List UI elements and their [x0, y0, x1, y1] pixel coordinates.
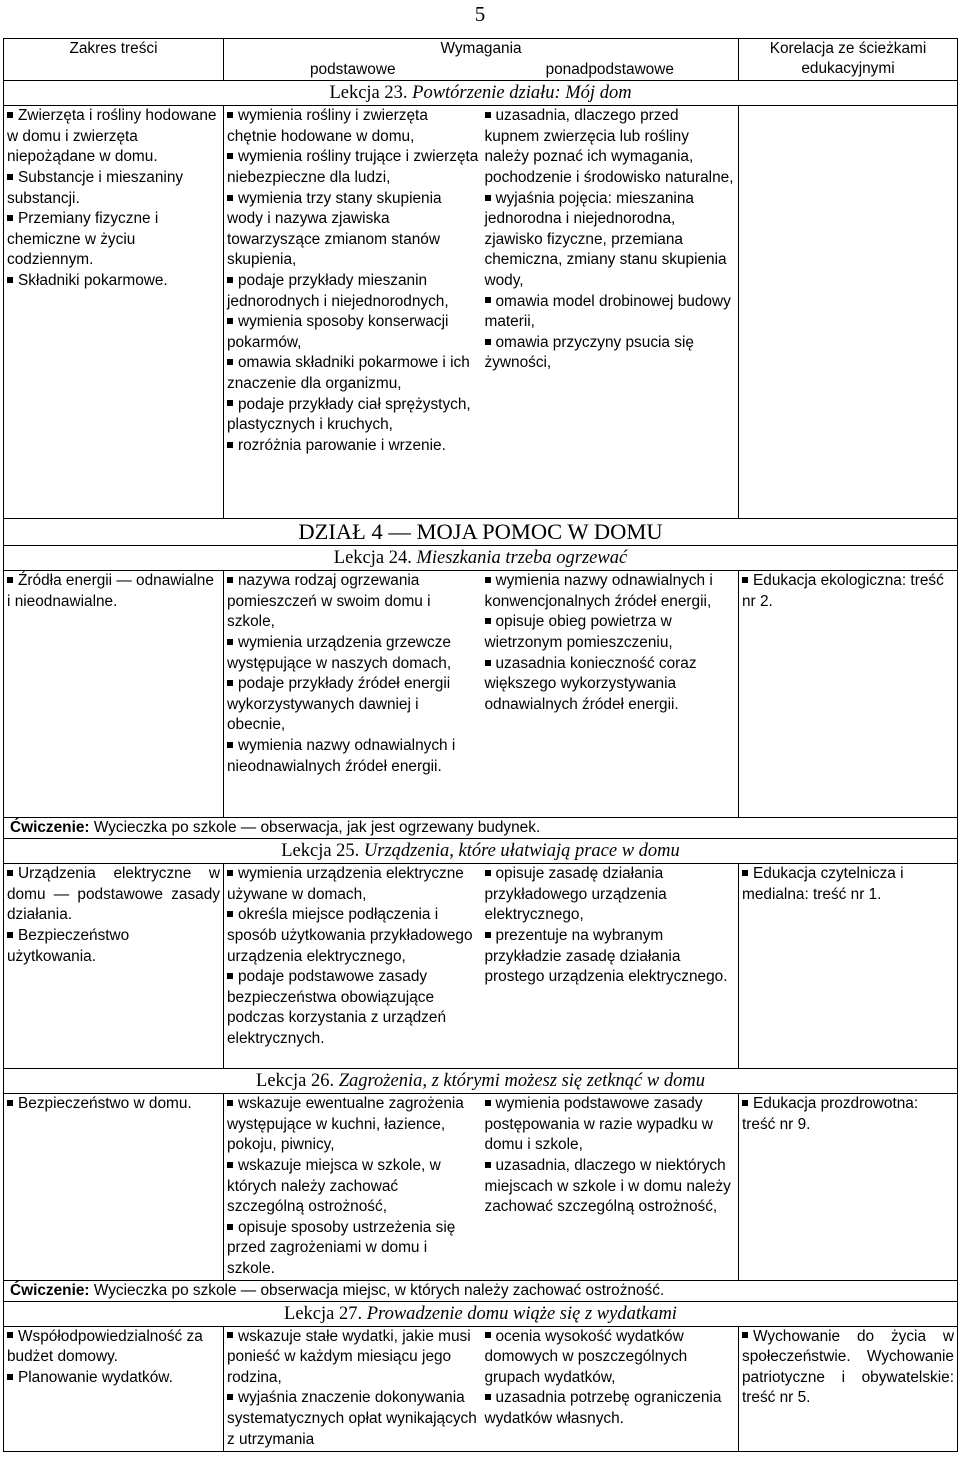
- bullet-icon: [227, 870, 233, 876]
- list-item: Przemiany fizyczne i chemiczne w życiu codziennym.: [7, 210, 159, 269]
- lesson-name: Prowadzenie domu wiąże się z wydatkami: [366, 1303, 677, 1324]
- bullet-icon: [485, 660, 491, 666]
- list-item: opisuje sposoby ustrzeżenia się przed zagrożeniami w domu i szkole.: [227, 1218, 456, 1277]
- bullet-icon: [227, 277, 233, 283]
- lesson-24-title: [4, 546, 958, 571]
- lesson-title-row: [4, 1069, 958, 1094]
- bullet-icon: [485, 297, 491, 303]
- list-item: omawia model drobinowej budowy materii,: [484, 292, 731, 331]
- lesson-25-title: [4, 839, 958, 864]
- lesson-23-advanced: [482, 106, 739, 519]
- bullet-icon: [742, 1332, 748, 1338]
- bullet-icon: [227, 112, 233, 118]
- lesson-title-row: [4, 81, 958, 106]
- lesson-27-basic: [224, 1326, 482, 1451]
- list-item: uzasadnia, dlaczego w niektórych miejscach w szkole i w domu należy zachować szczególną ostrożność,: [484, 1156, 731, 1216]
- lesson-27-advanced: [482, 1326, 739, 1451]
- lesson-title-row: [4, 839, 958, 864]
- lesson-27-correlation: [739, 1326, 958, 1451]
- list-item: Zwierzęta i rośliny hodowane w domu i zwierzęta niepożądane w domu.: [7, 107, 217, 166]
- bullet-icon: [227, 639, 233, 645]
- lesson-27-title: [4, 1301, 958, 1326]
- exercise-row: [4, 1280, 958, 1301]
- lesson-number: Lekcja 23.: [329, 83, 408, 104]
- lesson-27-row: [4, 1326, 958, 1451]
- header-basic: podstawowe: [224, 60, 482, 81]
- bullet-icon: [7, 277, 13, 283]
- exercise-label: Ćwiczenie:: [10, 1281, 90, 1299]
- list-item: opisuje zasadę działania przykładowego urządzenia elektrycznego,: [484, 865, 667, 924]
- list-item: omawia przyczyny psucia się żywności,: [484, 333, 694, 372]
- lesson-23-basic: [224, 106, 482, 519]
- bullet-icon: [7, 1374, 13, 1380]
- bullet-icon: [485, 339, 491, 345]
- list-item: Edukacja czytelnicza i medialna: treść nr 1.: [742, 865, 904, 903]
- lesson-26-title: [4, 1069, 958, 1094]
- lesson-24-exercise: [4, 818, 958, 839]
- header-requirements: Wymagania: [224, 39, 739, 60]
- lesson-25-row: [4, 864, 958, 1069]
- bullet-icon: [7, 1332, 13, 1338]
- list-item: wskazuje miejsca w szkole, w których należy zachować szczególną ostrożność,: [227, 1156, 441, 1216]
- bullet-icon: [227, 1224, 233, 1230]
- lesson-26-exercise: [4, 1280, 958, 1301]
- lesson-title-row: [4, 1301, 958, 1326]
- list-item: Urządzenia elektryczne w domu — podstawowe zasady działania.: [7, 865, 220, 924]
- bullet-icon: [227, 318, 233, 324]
- list-item: podaje podstawowe zasady bezpieczeństwa obowiązujące podczas korzystania z urządzeń elektrycznych.: [227, 968, 447, 1047]
- list-item: wymienia trzy stany skupienia wody i nazywa zjawiska towarzyszące zmianom stanów skupienia,: [227, 189, 442, 269]
- list-item: Substancje i mieszaniny substancji.: [7, 168, 184, 207]
- list-item: podaje przykłady ciał sprężystych, plastycznych i kruchych,: [227, 395, 471, 434]
- list-item: Edukacja ekologiczna: treść nr 2.: [742, 572, 944, 610]
- bullet-icon: [7, 577, 13, 583]
- bullet-icon: [485, 870, 491, 876]
- lesson-26-advanced: [482, 1094, 739, 1280]
- bullet-icon: [485, 577, 491, 583]
- header-advanced: ponadpodstawowe: [482, 60, 739, 81]
- list-item: Bezpieczeństwo w domu.: [7, 1094, 220, 1115]
- bullet-icon: [7, 215, 13, 221]
- bullet-icon: [485, 112, 491, 118]
- lesson-27-content: [4, 1326, 224, 1451]
- section-title-row: [4, 519, 958, 546]
- bullet-icon: [485, 1162, 491, 1168]
- list-item: rozróżnia parowanie i wrzenie.: [227, 436, 479, 457]
- lesson-26-correlation: [739, 1094, 958, 1280]
- bullet-icon: [485, 1332, 491, 1338]
- lesson-24-advanced: [482, 571, 739, 818]
- bullet-icon: [227, 577, 233, 583]
- lesson-24-correlation: [739, 571, 958, 818]
- bullet-icon: [227, 400, 233, 406]
- lesson-24-row: [4, 571, 958, 818]
- list-item: wymienia urządzenia elektryczne używane w domach,: [227, 865, 464, 903]
- list-item: wskazuje stałe wydatki, jakie musi ponieść w każdym miesiącu jego rodzina,: [227, 1327, 471, 1386]
- bullet-icon: [485, 195, 491, 201]
- list-item: wyjaśnia pojęcia: mieszanina jednorodna i niejednorodna, zjawisko fizyczne, przemiana chemiczna, zmiany stanu skupienia wody,: [484, 189, 727, 289]
- list-item: wyjaśnia znaczenie dokonywania systematycznych opłat wynikających z utrzymania: [227, 1389, 477, 1448]
- bullet-icon: [7, 112, 13, 118]
- bullet-icon: [227, 973, 233, 979]
- bullet-icon: [227, 911, 233, 917]
- list-item: Edukacja prozdrowotna: treść nr 9.: [742, 1095, 919, 1133]
- lesson-name: Zagrożenia, z którymi możesz się zetknąć w domu: [338, 1071, 705, 1092]
- list-item: wskazuje ewentualne zagrożenia występujące w kuchni, łazience, pokoju, piwnicy,: [227, 1095, 464, 1154]
- list-item: podaje przykłady źródeł energii wykorzystywanych dawniej i obecnie,: [227, 675, 451, 734]
- lesson-title-row: [4, 546, 958, 571]
- list-item: Źródła energii — odnawialne i nieodnawialne.: [7, 572, 214, 610]
- bullet-icon: [227, 1162, 233, 1168]
- bullet-icon: [227, 680, 233, 686]
- bullet-icon: [485, 1394, 491, 1400]
- lesson-number: Lekcja 27.: [284, 1303, 363, 1324]
- header-content: Zakres treści: [4, 39, 224, 81]
- list-item: określa miejsce podłączenia i sposób użytkowania przykładowego urządzenia elektrycznego,: [227, 906, 473, 965]
- list-item: podaje przykłady mieszanin jednorodnych i niejednorodnych,: [227, 271, 449, 310]
- list-item: wymienia sposoby konserwacji pokarmów,: [227, 313, 449, 351]
- list-item: uzasadnia potrzebę ograniczenia wydatków własnych.: [484, 1389, 722, 1427]
- bullet-icon: [485, 932, 491, 938]
- bullet-icon: [227, 1100, 233, 1106]
- lesson-25-content: [4, 864, 224, 1069]
- lesson-24-content: [4, 571, 224, 818]
- section-4-title: DZIAŁ 4 — MOJA POMOC W DOMU: [4, 519, 958, 546]
- header-correlation: Korelacja ze ścieżkami edukacyjnymi: [739, 39, 958, 81]
- list-item: uzasadnia, dlaczego przed kupnem zwierzęcia lub rośliny należy poznać ich wymagania, pochodzenie i środowisko naturalne,: [484, 107, 734, 186]
- list-item: ocenia wysokość wydatków domowych w poszczególnych grupach wydatków,: [484, 1327, 688, 1386]
- bullet-icon: [7, 174, 13, 180]
- header-row: [4, 39, 958, 60]
- bullet-icon: [7, 870, 13, 876]
- bullet-icon: [485, 618, 491, 624]
- list-item: Składniki pokarmowe.: [7, 271, 220, 292]
- lesson-number: Lekcja 24.: [333, 548, 412, 569]
- bullet-icon: [7, 1100, 13, 1106]
- bullet-icon: [742, 870, 748, 876]
- bullet-icon: [227, 442, 233, 448]
- list-item: nazywa rodzaj ogrzewania pomieszczeń w swoim domu i szkole,: [227, 572, 431, 631]
- list-item: Bezpieczeństwo użytkowania.: [7, 926, 130, 965]
- lesson-23-content: [4, 106, 224, 519]
- list-item: wymienia rośliny i zwierzęta chętnie hodowane w domu,: [227, 107, 428, 145]
- lesson-name: Powtórzenie działu: Mój dom: [412, 83, 632, 104]
- list-item: opisuje obieg powietrza w wietrzonym pomieszczeniu,: [484, 613, 673, 651]
- list-item: Współodpowiedzialność za budżet domowy.: [7, 1327, 203, 1366]
- bullet-icon: [742, 577, 748, 583]
- exercise-label: Ćwiczenie:: [10, 819, 90, 837]
- exercise-row: [4, 818, 958, 839]
- lesson-23-row: [4, 106, 958, 519]
- lesson-name: Urządzenia, które ułatwiają prace w domu: [363, 841, 680, 862]
- bullet-icon: [227, 195, 233, 201]
- list-item: wymienia nazwy odnawialnych i nieodnawialnych źródeł energii.: [227, 736, 456, 775]
- bullet-icon: [227, 742, 233, 748]
- curriculum-table: [3, 38, 958, 1452]
- lesson-name: Mieszkania trzeba ogrzewać: [416, 548, 628, 569]
- list-item: Planowanie wydatków.: [7, 1368, 220, 1389]
- list-item: Wychowanie do życia w społeczeństwie. Wychowanie patriotyczne i obywatelskie: treść nr 5.: [742, 1327, 954, 1407]
- bullet-icon: [227, 153, 233, 159]
- list-item: wymienia rośliny trujące i zwierzęta niebezpieczne dla ludzi,: [227, 148, 479, 186]
- lesson-26-basic: [224, 1094, 482, 1280]
- exercise-text: Wycieczka po szkole — obserwacja miejsc, w których należy zachować ostrożność.: [93, 1281, 665, 1299]
- bullet-icon: [227, 1332, 233, 1338]
- page-number: 5: [474, 2, 486, 26]
- lesson-25-correlation: [739, 864, 958, 1069]
- lesson-23-correlation: [739, 106, 958, 519]
- lesson-25-advanced: [482, 864, 739, 1069]
- bullet-icon: [742, 1100, 748, 1106]
- list-item: wymienia podstawowe zasady postępowania w razie wypadku w domu i szkole,: [484, 1095, 713, 1154]
- bullet-icon: [7, 932, 13, 938]
- bullet-icon: [485, 1100, 491, 1106]
- bullet-icon: [227, 1394, 233, 1400]
- lesson-26-row: [4, 1094, 958, 1280]
- lesson-24-basic: [224, 571, 482, 818]
- list-item: prezentuje na wybranym przykładzie zasadę działania prostego urządzenia elektrycznego.: [484, 926, 728, 986]
- lesson-number: Lekcja 25.: [281, 841, 360, 862]
- bullet-icon: [227, 359, 233, 365]
- list-item: omawia składniki pokarmowe i ich znaczenie dla organizmu,: [227, 354, 470, 392]
- list-item: wymienia nazwy odnawialnych i konwencjonalnych źródeł energii,: [484, 572, 713, 610]
- lesson-26-content: [4, 1094, 224, 1280]
- exercise-text: Wycieczka po szkole — obserwacja, jak jest ogrzewany budynek.: [93, 819, 541, 837]
- lesson-25-basic: [224, 864, 482, 1069]
- list-item: wymienia urządzenia grzewcze występujące w naszych domach,: [227, 633, 452, 672]
- lesson-23-title: [4, 81, 958, 106]
- list-item: uzasadnia konieczność coraz większego wykorzystywania odnawialnych źródeł energii.: [484, 654, 697, 713]
- lesson-number: Lekcja 26.: [256, 1071, 335, 1092]
